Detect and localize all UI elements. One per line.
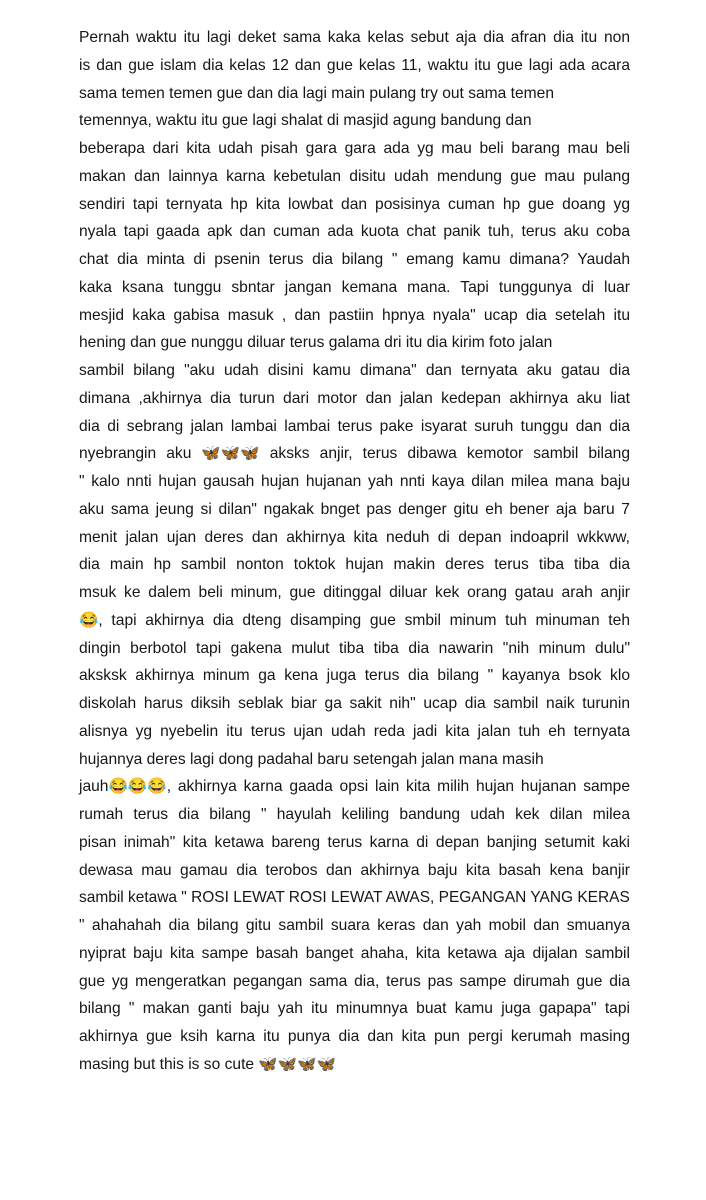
text-line: dia di sebrang jalan lambai lambai terus pake isyarat suruh tunggu dan dia [79, 417, 630, 435]
text-line: nyiprat baju kita sampe basah banget ahaha, kita ketawa aja dijalan sambil [79, 944, 630, 962]
text-line: kaka ksana tunggu sbntar jangan kemana mana. Tapi tunggunya di luar [79, 278, 630, 296]
text-line: pisan inimah" kita ketawa bareng terus karna di depan banjing setumit kaki [79, 833, 630, 851]
text-line: aksksk akhirnya minum ga kena juga terus dia bilang " kayanya bsok klo [79, 667, 630, 685]
text-line: nyala tapi gaada apk dan cuman ada kuota chat panik tuh, terus aku coba [79, 223, 630, 241]
text-line: beberapa dari kita udah pisah gara gara ada yg mau beli barang mau beli [79, 140, 630, 157]
text-line: gue yg mengeratkan pegangan sama dia, terus pas sampe dirumah gue dia [79, 972, 630, 990]
text-line: menit jalan ujan deres dan akhirnya kita neduh di depan indoapril wkkww, [79, 528, 630, 546]
text-line: rumah terus dia bilang " hayulah keliling bandung udah kek dilan milea [79, 806, 630, 823]
text-line: hening dan gue nunggu diluar terus galama dri itu dia kirim foto jalan [79, 334, 553, 352]
text-line: dewasa mau gamau dia terobos dan akhirnya baju kita basah kena banjir [79, 861, 630, 879]
text-line: alisnya yg nyebelin itu terus ujan udah reda jadi kita jalan tuh eh ternyata [79, 722, 630, 740]
text-line: msuk ke dalem beli minum, gue ditinggal diluar kek orang gatau arah anjir [79, 584, 630, 601]
document-body [79, 24, 639, 1079]
text-line: temennya, waktu itu gue lagi shalat di masjid agung bandung dan [79, 112, 532, 130]
text-line: bilang " makan ganti baju yah itu minumnya buat kamu juga gapapa" tapi [79, 1000, 630, 1018]
text-line: hujannya deres lagi dong padahal baru setengah jalan mana masih [79, 750, 544, 768]
text-line: mesjid kaka gabisa masuk , dan pastiin hpnya nyala" ucap dia setelah itu [79, 306, 630, 324]
text-line: " kalo nnti hujan gausah hujan hujanan yah nnti kaya dilan milea mana baju [79, 473, 630, 490]
text-line: dia main hp sambil nonton toktok hujan makin deres terus tiba tiba dia [79, 556, 630, 574]
text-line: aku sama jeung si dilan" ngakak bnget pas denger gitu eh bener aja baru 7 [79, 500, 630, 518]
text-line: sambil ketawa " ROSI LEWAT ROSI LEWAT AWAS, PEGANGAN YANG KERAS [79, 889, 630, 907]
text-line: akhirnya gue ksih karna itu punya dia dan kita pun pergi kerumah masing [79, 1028, 630, 1045]
text-line: sendiri tapi ternyata hp kita lowbat dan posisinya cuman hp gue doang yg [79, 195, 630, 213]
text-line: masing but this is so cute 🦋🦋🦋🦋 [79, 1055, 337, 1073]
text-line: is dan gue islam dia kelas 12 dan gue kelas 11, waktu itu gue lagi ada acara [79, 56, 630, 74]
text-line: dimana ,akhirnya dia turun dari motor dan jalan kedepan akhirnya aku liat [79, 389, 630, 407]
text-line: jauh😂😂😂, akhirnya karna gaada opsi lain kita milih hujan hujanan sampe [79, 778, 630, 796]
text-line: Pernah waktu itu lagi deket sama kaka kelas sebut aja dia afran dia itu non [79, 29, 630, 46]
text-line: makan dan lainnya karna kebetulan disitu udah mendung gue mau pulang [79, 167, 630, 185]
text-line: dingin berbotol tapi gakena mulut tiba tiba dia nawarin "nih minum dulu" [79, 639, 630, 657]
text-line: sambil bilang "aku udah disini kamu dimana" dan ternyata aku gatau dia [79, 362, 630, 379]
text-line: 😂, tapi akhirnya dia dteng disamping gue smbil minum tuh minuman teh [79, 611, 630, 629]
text-line: nyebrangin aku 🦋🦋🦋 aksks anjir, terus dibawa kemotor sambil bilang [79, 445, 630, 463]
text-line: diskolah harus diksih seblak biar ga sakit nih" ucap dia sambil naik turunin [79, 695, 630, 712]
text-line: " ahahahah dia bilang gitu sambil suara keras dan yah mobil dan smuanya [79, 917, 630, 934]
text-line: chat dia minta di psenin terus dia bilang " emang kamu dimana? Yaudah [79, 251, 630, 268]
text-line: sama temen temen gue dan dia lagi main pulang try out sama temen [79, 84, 555, 102]
